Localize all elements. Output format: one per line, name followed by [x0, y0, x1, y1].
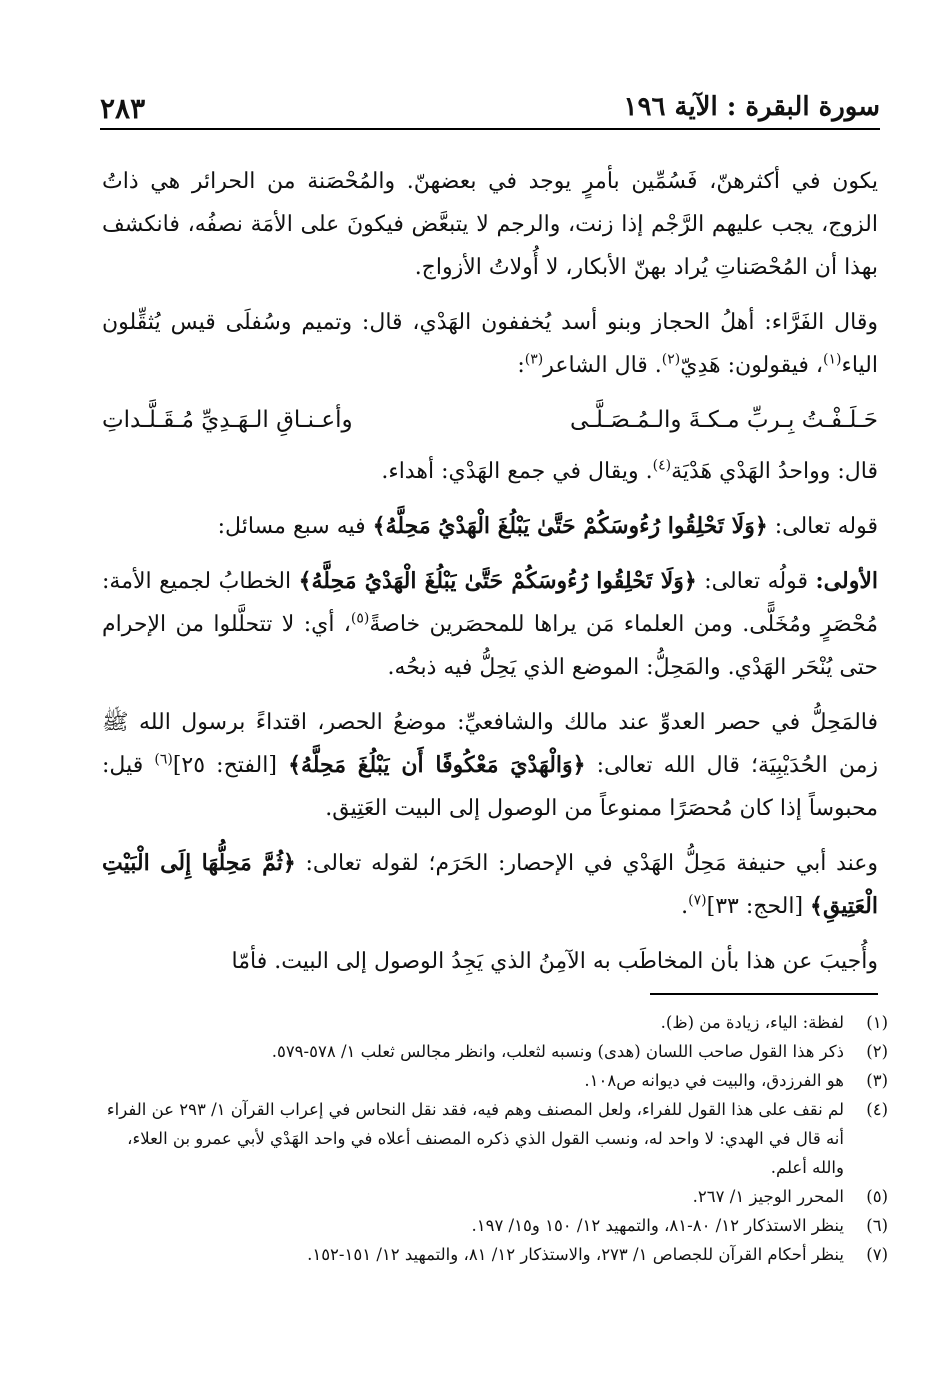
page-number: ٢٨٣: [100, 92, 146, 125]
verse-second-hemistich: وأعـنـاقِ الـهَـدِيِّ مُـقَـلَّـداتِ: [102, 407, 353, 433]
footnote-item: (٦) ينظر الاستذكار ١٢/ ٨٠-٨١، والتمهيد ١٢/ ١٥٠ و١٥/ ١٩٧.: [471, 1216, 888, 1235]
footnote-ref: (٦): [154, 751, 173, 768]
verse-first-hemistich: حَـلَـفْـتُ بِـربِّ مـكـةَ والـمُـصَـلَّـى: [570, 407, 878, 433]
footnote-ref: (٧): [688, 892, 707, 909]
footnote-item: (٣) هو الفرزدق، والبيت في ديوانه ص١٠٨.: [584, 1071, 888, 1090]
paragraph-2: وقال الفَرَّاء: أهلُ الحجاز وبنو أسد يُخففون الهَدْي، قال: وتميم وسُفلَى قيس يُثقِّلون الياء$^{(١)}$، فيقولون: هَدِيّ$^{(٢)}$. قال الشاعر$^{(٣)}$:: [102, 310, 878, 378]
paragraph-5: الأولى: قولُه تعالى: ﴿وَلَا تَحْلِقُوا رُءُوسَكُمْ حَتَّىٰ يَبْلُغَ الْهَدْيُ مَحِلَّهُ﴾ الخطابُ لجميع الأمة: مُحْصَرٍ ومُخَلًّى. ومن العلماء مَن يراها للمحصَرين خاصةً$^{(٥)}$، أي: لا تتحلَّلوا من الإحرام حتى يُنْحَر الهَدْي. والمَحِلُّ: الموضع الذي يَحِلُّ فيه ذبحُه.: [102, 568, 878, 680]
footnote-item: (٤) لم نقف على هذا القول للفراء، ولعل المصنف وهم فيه، فقد نقل النحاس في إعراب القرآن ١/ ٢٩٣ عن الفراء أنه قال في الهدي: لا واحد له، ونسب القول الذي ذكره المصنف أعلاه في واحد الهَدْي لأبي عمرو بن العلاء، والله أعلم.: [106, 1100, 888, 1177]
footnote-ref: (٥): [350, 610, 370, 627]
header-divider: [100, 128, 880, 130]
quran-quote: ﴿وَلَا تَحْلِقُوا رُءُوسَكُمْ حَتَّىٰ يَبْلُغَ الْهَدْيُ مَحِلَّهُ﴾: [298, 568, 697, 594]
paragraph-6: فالمَحِلُّ في حصر العدوِّ عند مالك والشافعيِّ: موضعُ الحصر، اقتداءً برسول الله ﷺ زمن الحُدَيْبِيَة؛ قال الله تعالى: ﴿وَالْهَدْيَ مَعْكُوفًا أَن يَبْلُغَ مَحِلَّهُ﴾ [الفتح: ٢٥]$^{(٦)}$ قيل: محبوساً إذا كان مُحصَرًا ممنوعاً من الوصول إلى البيت العَتِيق.: [102, 710, 878, 821]
footnote-ref: (٣): [524, 351, 544, 368]
paragraph-4: قوله تعالى: ﴿وَلَا تَحْلِقُوا رُءُوسَكُمْ حَتَّىٰ يَبْلُغَ الْهَدْيُ مَحِلَّهُ﴾ فيه سبع مسائل:: [217, 513, 878, 539]
footnote-item: (٢) ذكر هذا القول صاحب اللسان (هدى) ونسبه لثعلب، وانظر مجالس ثعلب ١/ ٥٧٨-٥٧٩.: [271, 1042, 888, 1061]
paragraph-7: وعند أبي حنيفة مَحِلُّ الهَدْي في الإحصار: الحَرَم؛ لقوله تعالى: ﴿ثُمَّ مَحِلُّهَا إِلَى الْبَيْتِ الْعَتِيقِ﴾ [الحج: ٣٣]$^{(٧)}$.: [102, 850, 879, 919]
running-header: [100, 88, 880, 128]
footnote-item: (١) لفظة: الياء، زيادة من (ظ).: [660, 1013, 888, 1032]
issue-label: الأولى:: [815, 568, 878, 594]
paragraph-8: وأُجيبَ عن هذا بأن المخاطَب به الآمِنُ الذي يَجِدُ الوصول إلى البيت. فأمّا: [231, 949, 878, 974]
footnote-ref: (٢): [661, 351, 681, 368]
footnotes: [102, 1008, 888, 1269]
quran-quote: ﴿وَلَا تَحْلِقُوا رُءُوسَكُمْ حَتَّىٰ يَبْلُغَ الْهَدْيُ مَحِلَّهُ﴾: [372, 513, 768, 539]
main-text: [102, 160, 878, 995]
paragraph-1: يكون في أكثرهنّ، فَسُمِّين بأمرٍ يوجد في بعضهنّ. والمُحْصَنة من الحرائر هي ذاتُ الزوج، يجب عليهم الرَّجْم إذا زنت، والرجم لا يتبعَّض فيكونَ على الأمَة نصفُه، فانكشف بهذا أن المُحْصَناتِ يُراد بهنّ الأبكار، لا أُولاتُ الأزواج.: [102, 169, 878, 280]
quran-quote: ﴿وَالْهَدْيَ مَعْكُوفًا أَن يَبْلُغَ مَحِلَّهُ﴾: [288, 752, 586, 778]
quran-quote: ﴿ثُمَّ مَحِلُّهَا إِلَى الْبَيْتِ الْعَتِيقِ﴾: [102, 850, 878, 919]
poetry-verse: [102, 399, 878, 442]
footnote-ref: (٤): [652, 457, 672, 474]
surah-title: سورة البقرة : الآية ١٩٦: [623, 92, 880, 122]
footnote-item: (٥) المحرر الوجيز ١/ ٢٦٧.: [692, 1187, 888, 1206]
footnote-divider: [650, 993, 878, 995]
footnote-ref: (١): [823, 351, 842, 368]
paragraph-3: قال: وواحدُ الهَدْي هَدْيَة$^{(٤)}$. ويقال في جمع الهَدْي: أهداء.: [381, 457, 878, 484]
footnote-item: (٧) ينظر أحكام القرآن للجصاص ١/ ٢٧٣، والاستذكار ١٢/ ٨١، والتمهيد ١٢/ ١٥١-١٥٢.: [307, 1245, 888, 1264]
